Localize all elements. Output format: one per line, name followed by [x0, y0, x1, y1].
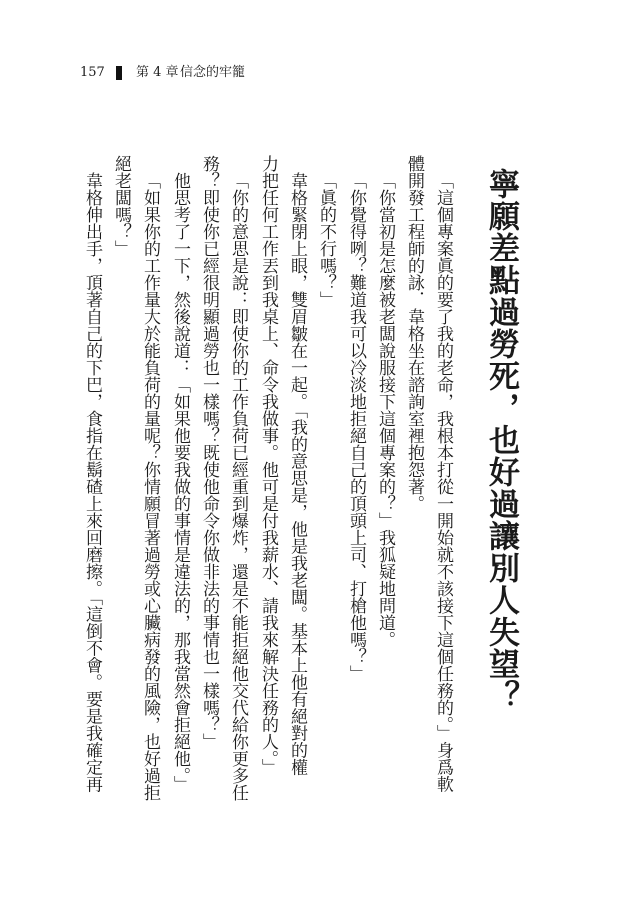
text-column: 韋格伸出手，頂著自己的下巴，食指在鬍碴上來回磨擦。「這倒不會。要是我確定再: [82, 172, 102, 793]
section-title: 寧願差點過勞死，也好過讓別人失望？: [483, 168, 519, 712]
text-column: 絕老闆嗎？」: [111, 155, 131, 257]
text-column: 「你當初是怎麼被老闆說服接下這個專案的？」我狐疑地問道。: [375, 172, 395, 648]
text-column: 他思考了一下，然後說道：「如果他要我做的事情是違法的，那我當然會拒絕他。」: [170, 172, 190, 793]
header-divider-bar: [116, 66, 122, 80]
text-column: 務？即使你已經很明顯過勞也一樣嗎？既使他命令你做非法的事情也一樣嗎？」: [199, 155, 219, 750]
text-column: 「你的意思是說：即使你的工作負荷已經重到爆炸，還是不能拒絕他交代給你更多任: [228, 172, 248, 801]
text-column: 力把任何工作丟到我桌上、命令我做事。他可是付我薪水、請我來解決任務的人。」: [258, 155, 278, 776]
text-column: 「你覺得咧？難道我可以冷淡地拒絕自己的頂頭上司、打槍他嗎？」: [346, 172, 366, 682]
text-column: 「如果你的工作量大於能負荷的量呢？你情願冒著過勞或心臟病發的風險，也好過拒: [140, 172, 160, 801]
chapter-title: 信念的牢籠: [180, 65, 246, 80]
page-number: 157: [80, 65, 105, 80]
text-column: 韋格緊閉上眼，雙眉皺在一起。「我的意思是，他是我老闆。基本上他有絕對的權: [287, 172, 307, 776]
chapter-label: 第 4 章: [136, 65, 179, 80]
text-column: 「這個專案眞的要了我的老命，我根本打從一開始就不該接下這個任務的。」身爲軟: [433, 172, 453, 793]
text-column: 體開發工程師的詠．韋格坐在諮詢室裡抱怨著。: [404, 155, 424, 512]
text-column: 「眞的不行嗎？」: [316, 172, 336, 308]
